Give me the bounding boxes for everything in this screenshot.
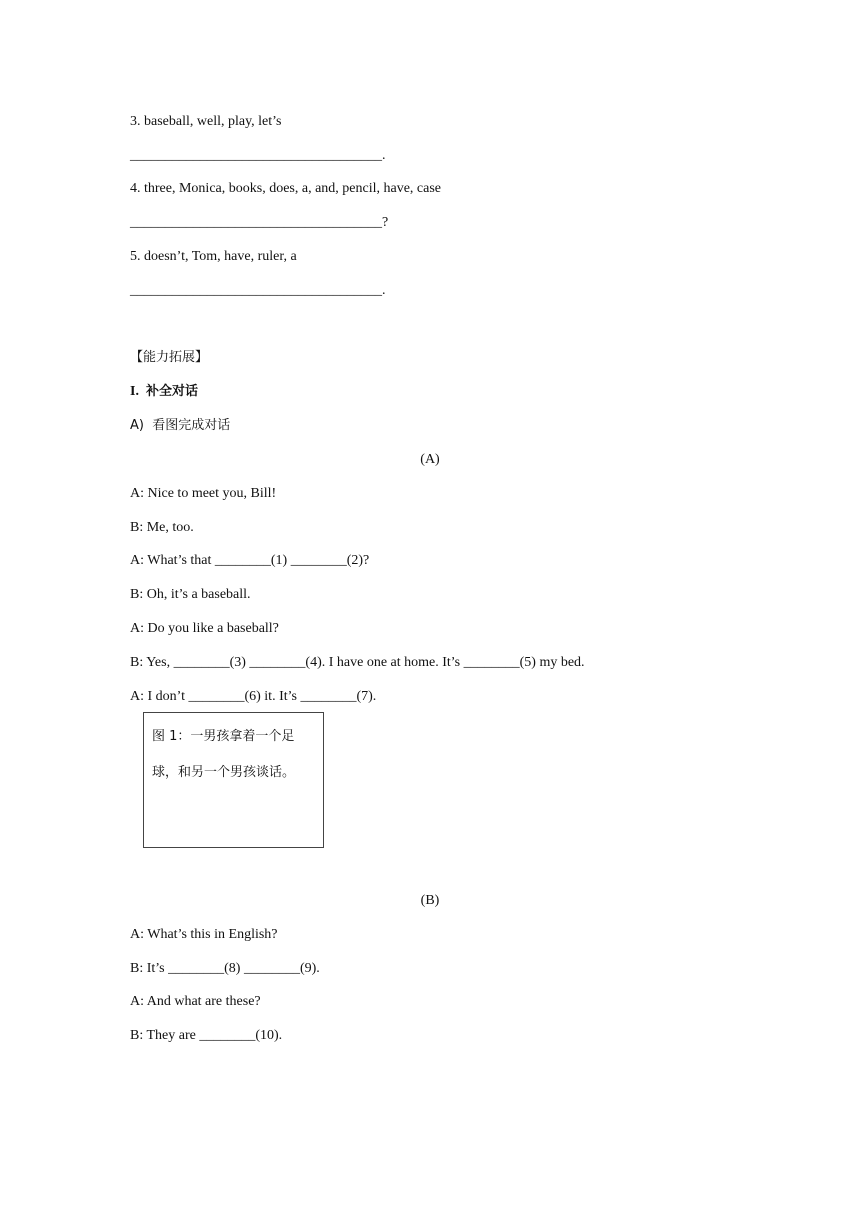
figure-caption-line-1: 图 1：一男孩拿着一个足: [152, 729, 295, 744]
question-5: 5. doesn’t, Tom, have, ruler, a: [130, 249, 297, 264]
figure-placeholder-box: [143, 712, 324, 848]
section-heading: 【能力拓展】: [130, 350, 209, 365]
dialogue-b-label: (B): [420, 893, 440, 908]
dialogue-a-line: A: Nice to meet you, Bill!: [130, 486, 277, 501]
dialogue-a-line: B: Yes, ________(3) ________(4). I have one at home. It’s ________(5) my bed.: [130, 655, 585, 670]
dialogue-b-line: A: And what are these?: [130, 994, 261, 1009]
dialogue-b-line: B: They are ________(10).: [130, 1028, 283, 1043]
dialogue-b-line: A: What’s this in English?: [130, 927, 278, 942]
part-number: I.: [130, 384, 139, 399]
dialogue-a-line: A: I don’t ________(6) it. It’s ________(7).: [130, 689, 377, 704]
dialogue-a-line: A: Do you like a baseball?: [130, 621, 279, 636]
answer-blank-5: ____________________________________.: [130, 283, 386, 298]
part-heading: [130, 383, 198, 401]
dialogue-a-line: A: What’s that ________(1) ________(2)?: [130, 553, 370, 568]
question-3: 3. baseball, well, play, let’s: [130, 114, 282, 129]
sub-heading-a: [130, 417, 230, 435]
part-title: 补全对话: [145, 384, 198, 399]
dialogue-a-line: B: Me, too.: [130, 520, 194, 535]
answer-blank-3: ____________________________________.: [130, 148, 386, 163]
figure-caption-line-2: 球，和另一个男孩谈话。: [152, 765, 296, 780]
dialogue-a-label: (A): [420, 452, 440, 467]
sub-heading-a-text: A) 看图完成对话: [130, 418, 231, 433]
dialogue-a-line: B: Oh, it’s a baseball.: [130, 587, 251, 602]
question-4: 4. three, Monica, books, does, a, and, pencil, have, case: [130, 181, 442, 196]
answer-blank-4: ____________________________________?: [130, 215, 389, 230]
dialogue-b-line: B: It’s ________(8) ________(9).: [130, 961, 320, 976]
